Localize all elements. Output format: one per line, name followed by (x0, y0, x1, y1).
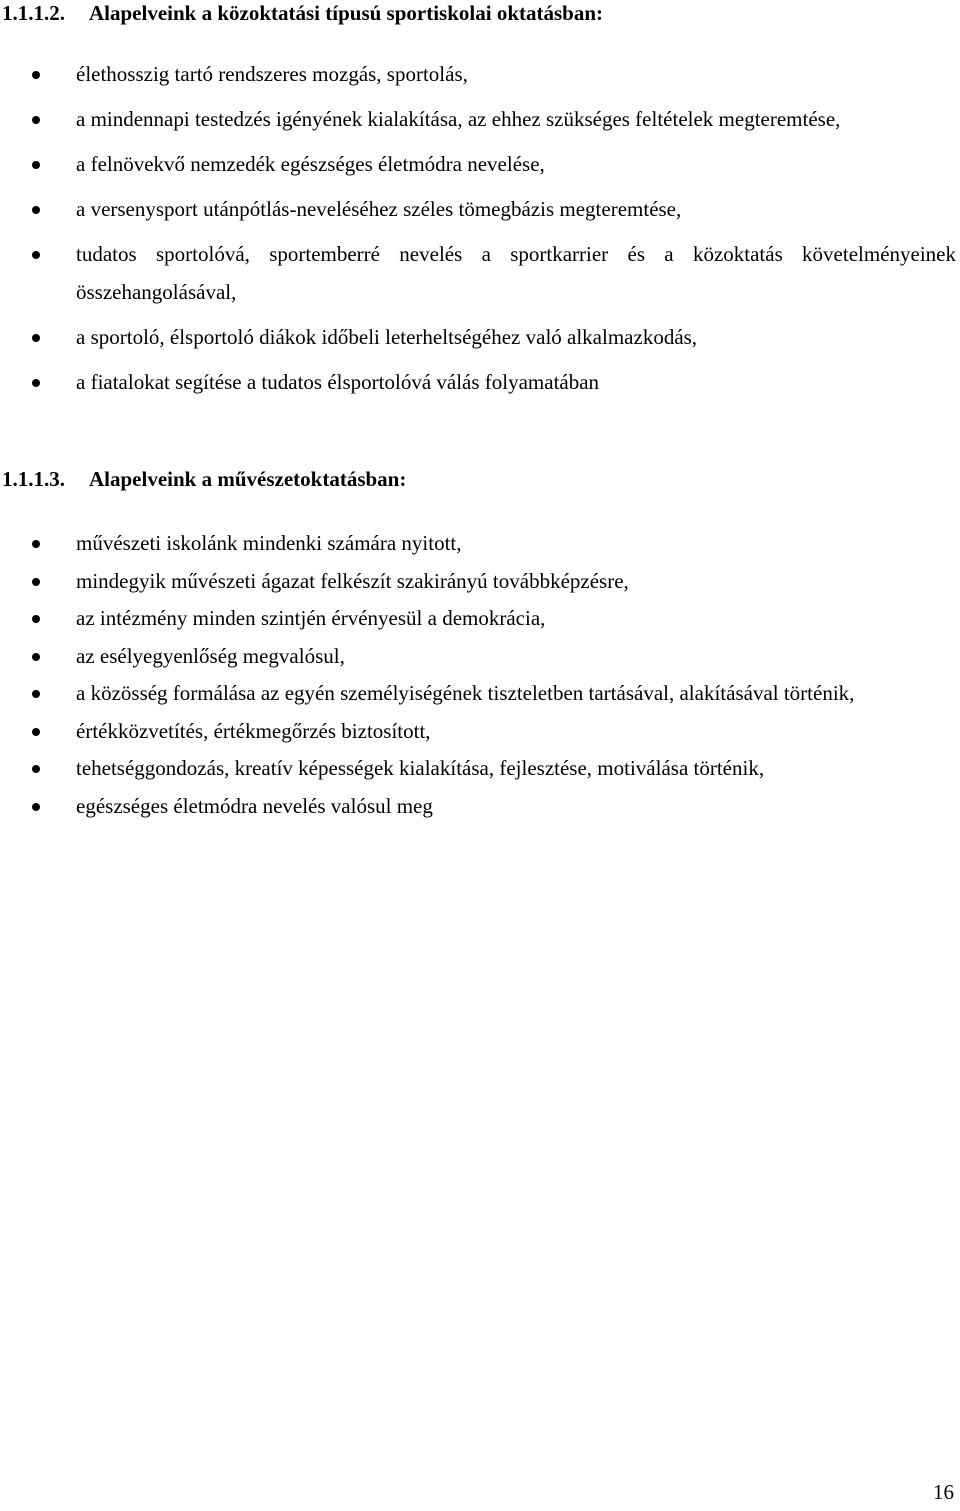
list-item: tehetséggondozás, kreatív képességek kialakítása, fejlesztése, motiválása történik, (0, 750, 956, 788)
bullet-icon (32, 728, 40, 736)
sport-principles-list (0, 56, 956, 401)
bullet-icon (32, 653, 40, 661)
list-item: értékközvetítés, értékmegőrzés biztosított, (0, 713, 956, 751)
section-title: Alapelveink a művészetoktatásban: (89, 467, 407, 491)
bullet-icon (32, 690, 40, 698)
bullet-icon (32, 116, 40, 124)
list-item: mindegyik művészeti ágazat felkészít szakirányú továbbképzésre, (0, 563, 956, 601)
bullet-icon (32, 71, 40, 79)
list-item: az intézmény minden szintjén érvényesül a demokrácia, (0, 600, 956, 638)
bullet-icon (32, 334, 40, 342)
section-number: 1.1.1.2. (2, 1, 65, 25)
bullet-icon (32, 765, 40, 773)
bullet-icon (32, 803, 40, 811)
list-item: a közösség formálása az egyén személyiségének tiszteletben tartásával, alakításával történik, (0, 675, 956, 713)
bullet-icon (32, 540, 40, 548)
list-item: a sportoló, élsportoló diákok időbeli leterheltségéhez való alkalmazkodás, (0, 319, 956, 357)
bullet-icon (32, 251, 40, 259)
section-heading-1-1-1-2 (2, 1, 603, 26)
section-title: Alapelveink a közoktatási típusú sportiskolai oktatásban: (89, 1, 604, 25)
list-item: a versenysport utánpótlás-neveléséhez széles tömegbázis megteremtése, (0, 191, 956, 229)
bullet-icon (32, 578, 40, 586)
list-item: a mindennapi testedzés igényének kialakítása, az ehhez szükséges feltételek megteremtése, (0, 101, 956, 139)
page-number: 16 (933, 1480, 954, 1504)
list-item: élethosszig tartó rendszeres mozgás, sportolás, (0, 56, 956, 94)
bullet-icon (32, 379, 40, 387)
bullet-icon (32, 615, 40, 623)
list-item: egészséges életmódra nevelés valósul meg (0, 788, 956, 826)
section-number: 1.1.1.3. (2, 467, 65, 491)
bullet-icon (32, 161, 40, 169)
list-item: a fiatalokat segítése a tudatos élsportolóvá válás folyamatában (0, 364, 956, 402)
list-item: a felnövekvő nemzedék egészséges életmódra nevelése, (0, 146, 956, 184)
list-item: művészeti iskolánk mindenki számára nyitott, (0, 525, 956, 563)
list-item: tudatos sportolóvá, sportemberré nevelés a sportkarrier és a közoktatás követelményeinek összehangolásával, (0, 236, 956, 311)
bullet-icon (32, 206, 40, 214)
section-heading-1-1-1-3 (2, 467, 406, 492)
art-principles-list (0, 525, 956, 825)
list-item: az esélyegyenlőség megvalósul, (0, 638, 956, 676)
